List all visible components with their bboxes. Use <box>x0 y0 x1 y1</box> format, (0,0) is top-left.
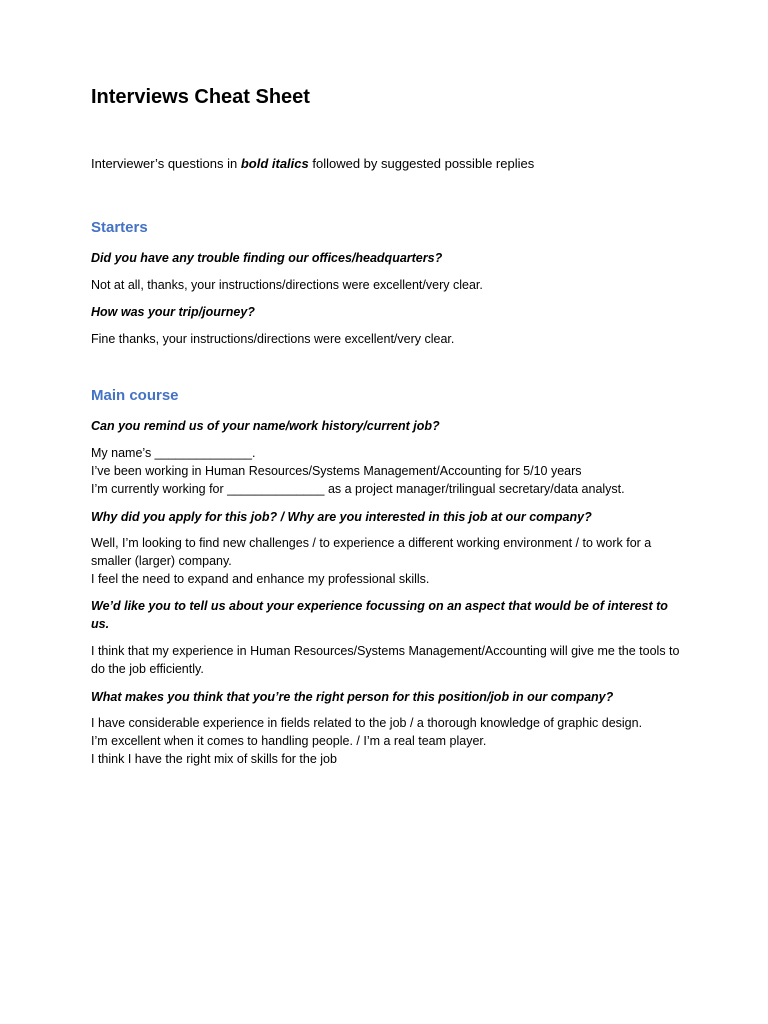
answer-line: I feel the need to expand and enhance my professional skills. <box>91 572 430 586</box>
answer <box>91 714 681 768</box>
page-title: Interviews Cheat Sheet <box>91 86 310 108</box>
question: Can you remind us of your name/work history/current job? <box>91 419 440 433</box>
intro-text <box>91 156 534 171</box>
question: What makes you think that you’re the right person for this position/job in our company? <box>91 690 614 704</box>
answer-line: I think that my experience in Human Resources/Systems Management/Accounting will give me the tools to do the job efficiently. <box>91 644 680 676</box>
answer <box>91 276 681 294</box>
intro-text-after: followed by suggested possible replies <box>308 156 535 171</box>
answer <box>91 534 681 588</box>
answer-line: I’m excellent when it comes to handling people. / I’m a real team player. <box>91 734 487 748</box>
question: How was your trip/journey? <box>91 305 255 319</box>
answer-line: I’ve been working in Human Resources/Systems Management/Accounting for 5/10 years <box>91 464 582 478</box>
answer-line: I have considerable experience in fields related to the job / a thorough knowledge of graphic design. <box>91 716 643 730</box>
answer-line: My name’s ______________. <box>91 446 256 460</box>
intro-emphasis: bold italics <box>240 156 309 171</box>
intro-text-before: Interviewer’s questions in <box>91 156 241 171</box>
answer-line: I’m currently working for ______________ as a project manager/trilingual secretary/data analyst. <box>91 482 625 496</box>
question: We’d like you to tell us about your experience focussing on an aspect that would be of interest to us. <box>91 599 668 631</box>
question: Why did you apply for this job? / Why are you interested in this job at our company? <box>91 510 592 524</box>
question: Did you have any trouble finding our offices/headquarters? <box>91 251 443 265</box>
answer <box>91 444 681 498</box>
answer <box>91 642 681 678</box>
answer-line: Fine thanks, your instructions/directions were excellent/very clear. <box>91 332 455 346</box>
section-heading-main-course: Main course <box>91 387 179 404</box>
answer-line: Well, I’m looking to find new challenges / to experience a different working environment / to work for a smaller (larger) company. <box>91 536 652 568</box>
answer-line: Not at all, thanks, your instructions/directions were excellent/very clear. <box>91 278 483 292</box>
section-heading-starters: Starters <box>91 219 148 236</box>
answer <box>91 330 681 348</box>
answer-line: I think I have the right mix of skills for the job <box>91 752 337 766</box>
